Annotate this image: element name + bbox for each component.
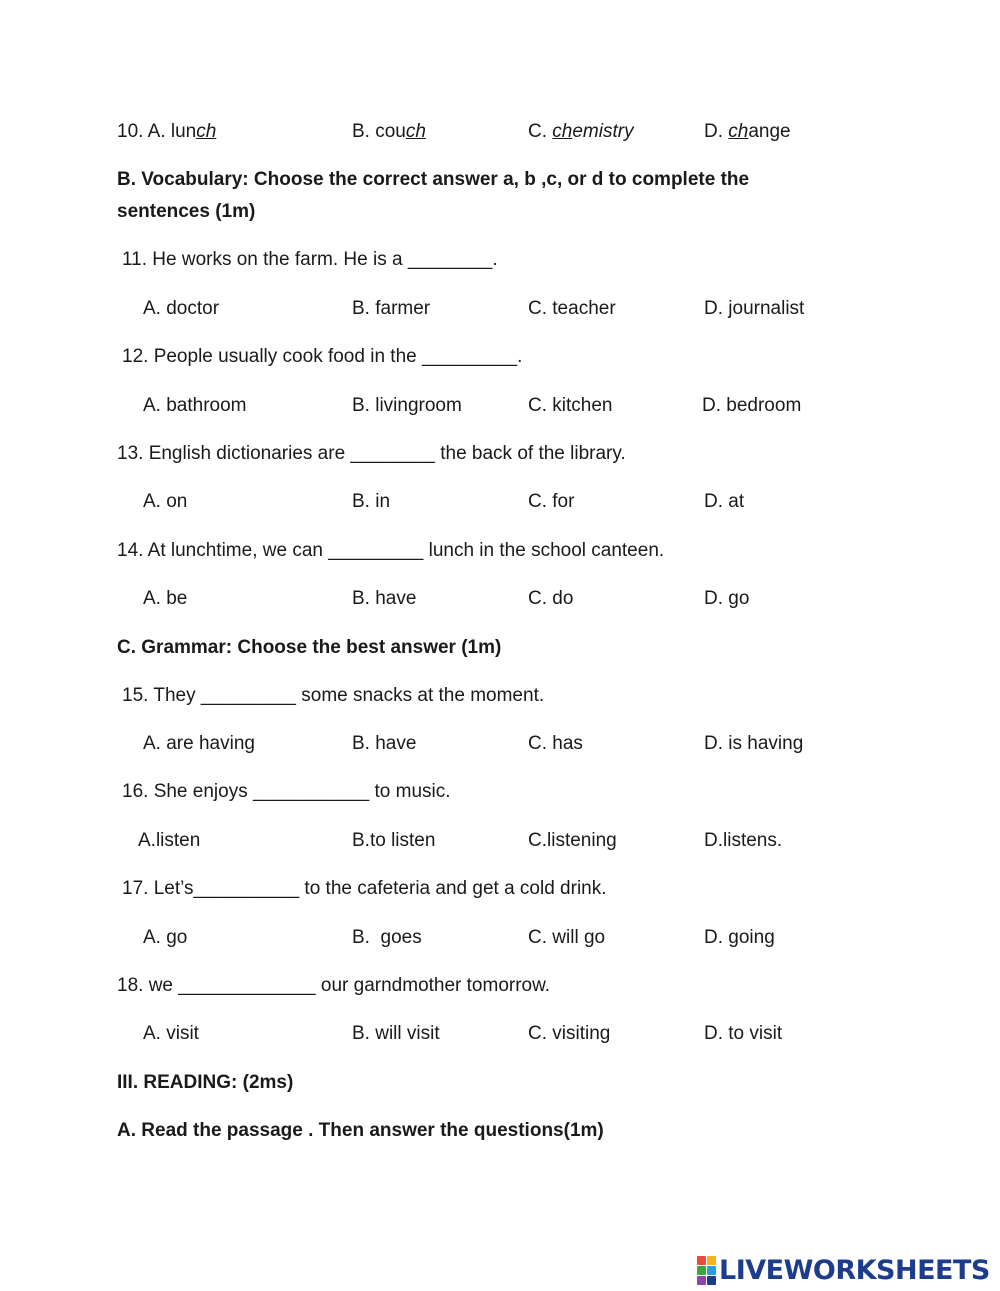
question-13: 13. English dictionaries are ________ the back of the library.	[117, 443, 626, 464]
q10-option-b	[352, 120, 426, 144]
liveworksheets-logo-icon	[697, 1256, 716, 1285]
q12-option-c: C. kitchen	[528, 395, 613, 416]
q14-option-d: D. go	[704, 588, 750, 609]
q10-option-b-prefix: B. cou	[352, 121, 406, 142]
q14-option-c: C. do	[528, 588, 574, 609]
q12-option-b: B. livingroom	[352, 395, 462, 416]
q16-option-c: C.listening	[528, 830, 617, 851]
question-14: 14. At lunchtime, we can _________ lunch in the school canteen.	[117, 540, 665, 561]
q13-option-c: C. for	[528, 491, 575, 512]
q11-option-b: B. farmer	[352, 298, 431, 319]
question-10	[117, 120, 216, 144]
q16-option-d: D.listens.	[704, 830, 783, 851]
question-11: 11. He works on the farm. He is a ________.	[122, 249, 498, 270]
q10-option-c-rest: emistry	[572, 121, 634, 142]
q10-option-a-prefix: 10. A. lun	[117, 121, 197, 142]
q10-option-d-underlined: ch	[728, 121, 749, 142]
q13-option-a: A. on	[143, 491, 188, 512]
q10-option-d-rest: ange	[748, 121, 791, 142]
q11-option-d: D. journalist	[704, 298, 805, 319]
q11-option-c: C. teacher	[528, 298, 616, 319]
q10-option-c-prefix: C.	[528, 121, 553, 142]
q13-option-b: B. in	[352, 491, 391, 512]
q12-option-a: A. bathroom	[143, 395, 247, 416]
q15-option-c: C. has	[528, 733, 583, 754]
reading-heading: III. READING: (2ms)	[117, 1072, 294, 1093]
q17-option-a: A. go	[143, 927, 188, 948]
q14-option-a: A. be	[143, 588, 188, 609]
q18-option-d: D. to visit	[704, 1023, 783, 1044]
q15-option-b: B. have	[352, 733, 417, 754]
q15-option-d: D. is having	[704, 733, 804, 754]
liveworksheets-logo-text: LIVEWORKSHEETS	[719, 1254, 990, 1286]
liveworksheets-logo	[697, 1255, 990, 1285]
question-18: 18. we _____________ our garndmother tomorrow.	[117, 975, 551, 996]
question-16: 16. She enjoys ___________ to music.	[122, 781, 451, 802]
q10-option-d	[704, 120, 791, 144]
section-b-heading-line1: B. Vocabulary: Choose the correct answer a, b ,c, or d to complete the	[117, 169, 750, 190]
q10-option-b-underlined: ch	[405, 121, 426, 142]
q18-option-a: A. visit	[143, 1023, 199, 1044]
q14-option-b: B. have	[352, 588, 417, 609]
q12-option-d: D. bedroom	[702, 395, 802, 416]
q17-option-d: D. going	[704, 927, 775, 948]
q16-option-b: B.to listen	[352, 830, 436, 851]
q16-option-a: A.listen	[138, 830, 201, 851]
question-12: 12. People usually cook food in the _________.	[122, 346, 523, 367]
q18-option-b: B. will visit	[352, 1023, 440, 1044]
section-b-heading-line2: sentences (1m)	[117, 201, 256, 222]
question-15: 15. They _________ some snacks at the moment.	[122, 685, 545, 706]
section-c-heading: C. Grammar: Choose the best answer (1m)	[117, 637, 502, 658]
reading-subheading: A. Read the passage . Then answer the questions(1m)	[117, 1120, 604, 1141]
q17-option-b: B. goes	[352, 927, 422, 948]
q18-option-c: C. visiting	[528, 1023, 611, 1044]
q13-option-d: D. at	[704, 491, 745, 512]
q10-option-d-prefix: D.	[704, 121, 729, 142]
q11-option-a: A. doctor	[143, 298, 220, 319]
q15-option-a: A. are having	[143, 733, 255, 754]
q10-option-a-underlined: ch	[196, 121, 217, 142]
q10-option-c	[528, 120, 634, 144]
q17-option-c: C. will go	[528, 927, 606, 948]
q10-option-c-underlined: ch	[552, 121, 573, 142]
question-17: 17. Let’s__________ to the cafeteria and get a cold drink.	[122, 878, 607, 899]
